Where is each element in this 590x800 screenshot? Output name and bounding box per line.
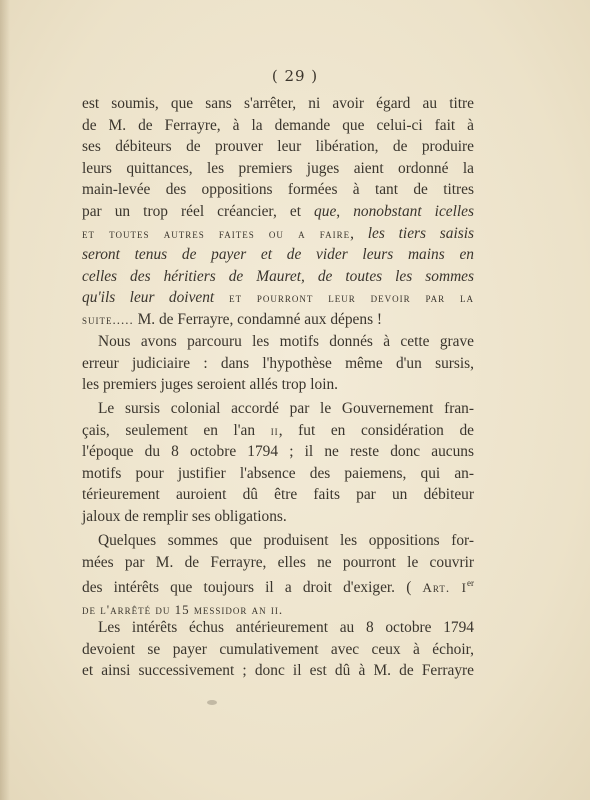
text-line: Quelques sommes que produisent les oppositions for- — [98, 532, 474, 549]
text-line: suite..... M. de Ferrayre, condamné aux dépens ! — [82, 310, 383, 328]
text-line: et ainsi successivement ; donc il est dû à M. de Ferrayre — [82, 662, 474, 680]
text-line: çais, seulement en l'an ii, fut en considération de — [82, 421, 474, 439]
paragraph-2 — [82, 331, 474, 396]
ink-spot — [207, 700, 217, 705]
text-line: de l'arrêté du 15 messidor an ii. — [82, 601, 284, 617]
text-line: seront tenus de payer et de vider leurs mains en — [82, 246, 474, 264]
text-line: main-levée des oppositions formées à tant de titres — [82, 181, 474, 199]
text-line: mées par M. de Ferrayre, elles ne pourront le couvrir — [82, 553, 474, 571]
text-line: ses débiteurs de prouver leur libération, de produire — [82, 138, 474, 156]
text-line: des intérêts que toujours il a droit d'exiger. ( Art. Ier — [82, 578, 474, 597]
text-line: par un trop réel créancier, et que, nonobstant icelles — [82, 202, 474, 220]
text-line: Nous avons parcouru les motifs donnés à cette grave — [98, 333, 474, 350]
paragraph-3 — [82, 398, 474, 528]
text-line: Les intérêts échus antérieurement au 8 octobre 1794 — [98, 619, 474, 636]
binding-shadow — [0, 0, 10, 800]
text-line: l'époque du 8 octobre 1794 ; il ne reste donc aucuns — [82, 443, 474, 461]
text-line: de M. de Ferrayre, à la demande que celui-ci fait à — [82, 116, 474, 134]
text-line: motifs pour justifier l'absence des paiemens, qui an- — [82, 464, 474, 482]
text-line: jaloux de remplir ses obligations. — [82, 507, 287, 525]
text-line: celles des héritiers de Mauret, de toutes les sommes — [82, 267, 474, 285]
text-line: Le sursis colonial accordé par le Gouvernement fran- — [98, 400, 474, 417]
text-line: est soumis, que sans s'arrêter, ni avoir égard au titre — [82, 95, 474, 112]
page-number: ( 29 ) — [271, 67, 319, 85]
paragraph-1 — [82, 93, 474, 331]
text-line: et toutes autres faites ou a faire, les tiers saisis — [82, 224, 475, 242]
paragraph-4 — [82, 530, 474, 621]
text-line: devoient se payer cumulativement avec ceux à échoir, — [82, 640, 474, 658]
text-line: leurs quittances, les premiers juges aient ordonné la — [82, 159, 474, 177]
text-line: erreur judiciaire : dans l'hypothèse même d'un sursis, — [82, 354, 474, 372]
text-line: térieurement auroient dû être faits par un débiteur — [82, 486, 474, 504]
text-line: qu'ils leur doivent et pourront leur devoir par la — [82, 289, 474, 307]
paragraph-5 — [82, 617, 474, 682]
text-line: les premiers juges seroient allés trop loin. — [82, 376, 339, 394]
